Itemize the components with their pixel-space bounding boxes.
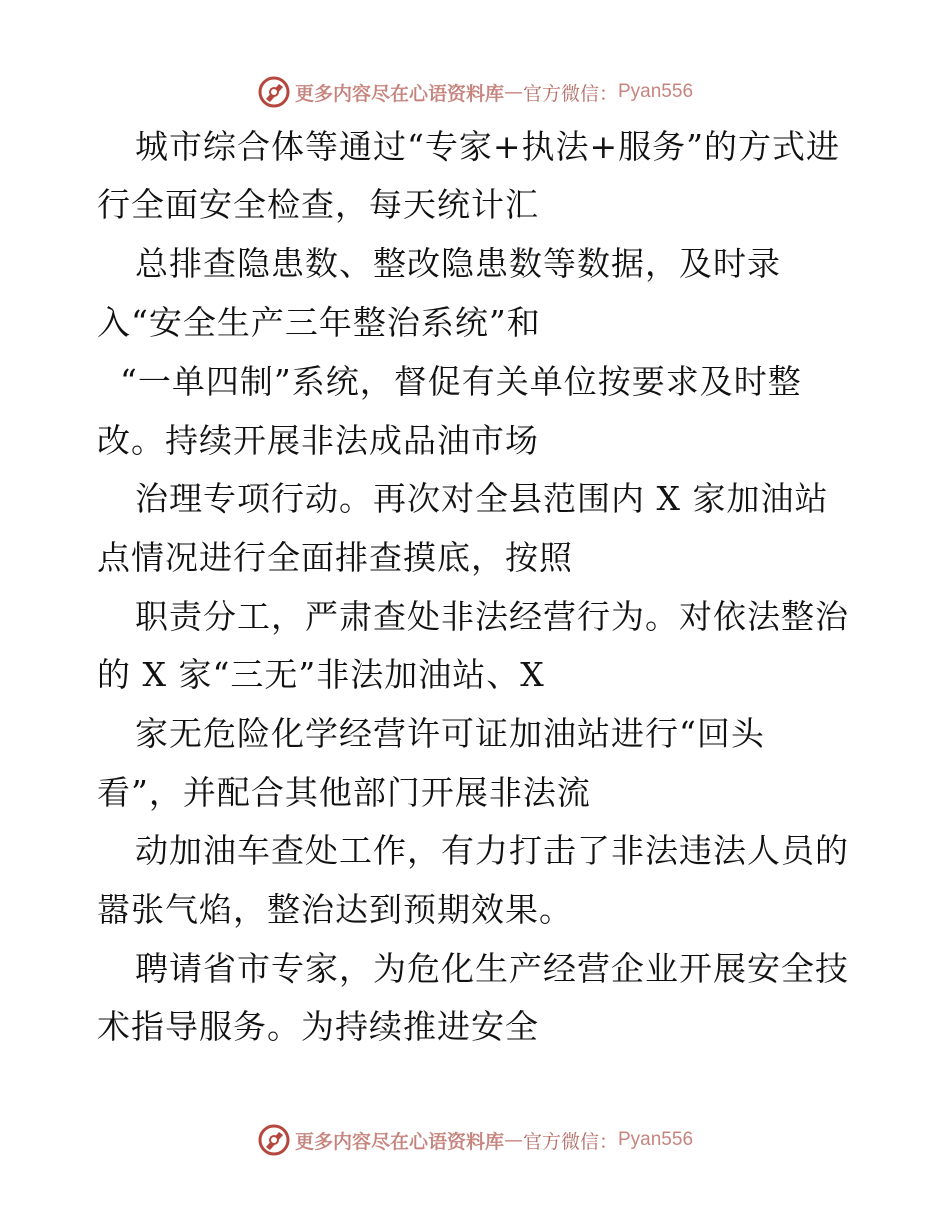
banner-site-text: 更多内容尽在心语资料库: [294, 1130, 504, 1153]
text-line: 动加油车查处工作，有力打击了非法违法人员的: [135, 831, 849, 870]
banner-wechat-label: 官方微信：: [522, 82, 618, 105]
logo-icon: [257, 1123, 291, 1157]
logo-icon: [257, 75, 291, 109]
banner-wechat-id: Pyan556: [618, 1129, 694, 1150]
text-line: 职责分工，严肃查处非法经营行为。对依法整治: [135, 597, 849, 636]
text-line: 点情况进行全面排查摸底，按照: [97, 538, 573, 577]
banner-separator: —: [503, 81, 523, 103]
banner-wechat-id: Pyan556: [618, 81, 694, 102]
text-line: 入“安全生产三年整治系统”和: [97, 303, 541, 342]
text-line: 总排查隐患数、整改隐患数等数据，及时录: [135, 244, 781, 283]
text-line: 嚣张气焰，整治达到预期效果。: [97, 890, 573, 929]
text-line: 看”，并配合其他部门开展非法流: [97, 773, 591, 812]
text-line: 改。持续开展非法成品油市场: [97, 421, 539, 460]
banner-separator: —: [503, 1129, 523, 1151]
text-line: 聘请省市专家，为危化生产经营企业开展安全技: [135, 949, 849, 988]
text-line: 行全面安全检查，每天统计汇: [97, 185, 539, 224]
text-line: 术指导服务。为持续推进安全: [97, 1007, 539, 1046]
text-line: 治理专项行动。再次对全县范围内 X 家加油站: [135, 479, 829, 518]
text-line: 城市综合体等通过“专家+执法+服务”的方式进: [135, 127, 841, 166]
footer-banner: [0, 1120, 950, 1160]
header-banner: [0, 72, 950, 112]
text-line: 的 X 家“三无”非法加油站、X: [97, 655, 545, 694]
banner-wechat-label: 官方微信：: [522, 1130, 618, 1153]
banner-site-text: 更多内容尽在心语资料库: [294, 82, 504, 105]
text-line: 家无危险化学经营许可证加油站进行“回头: [135, 714, 765, 753]
text-line: “一单四制”系统，督促有关单位按要求及时整: [120, 362, 802, 401]
